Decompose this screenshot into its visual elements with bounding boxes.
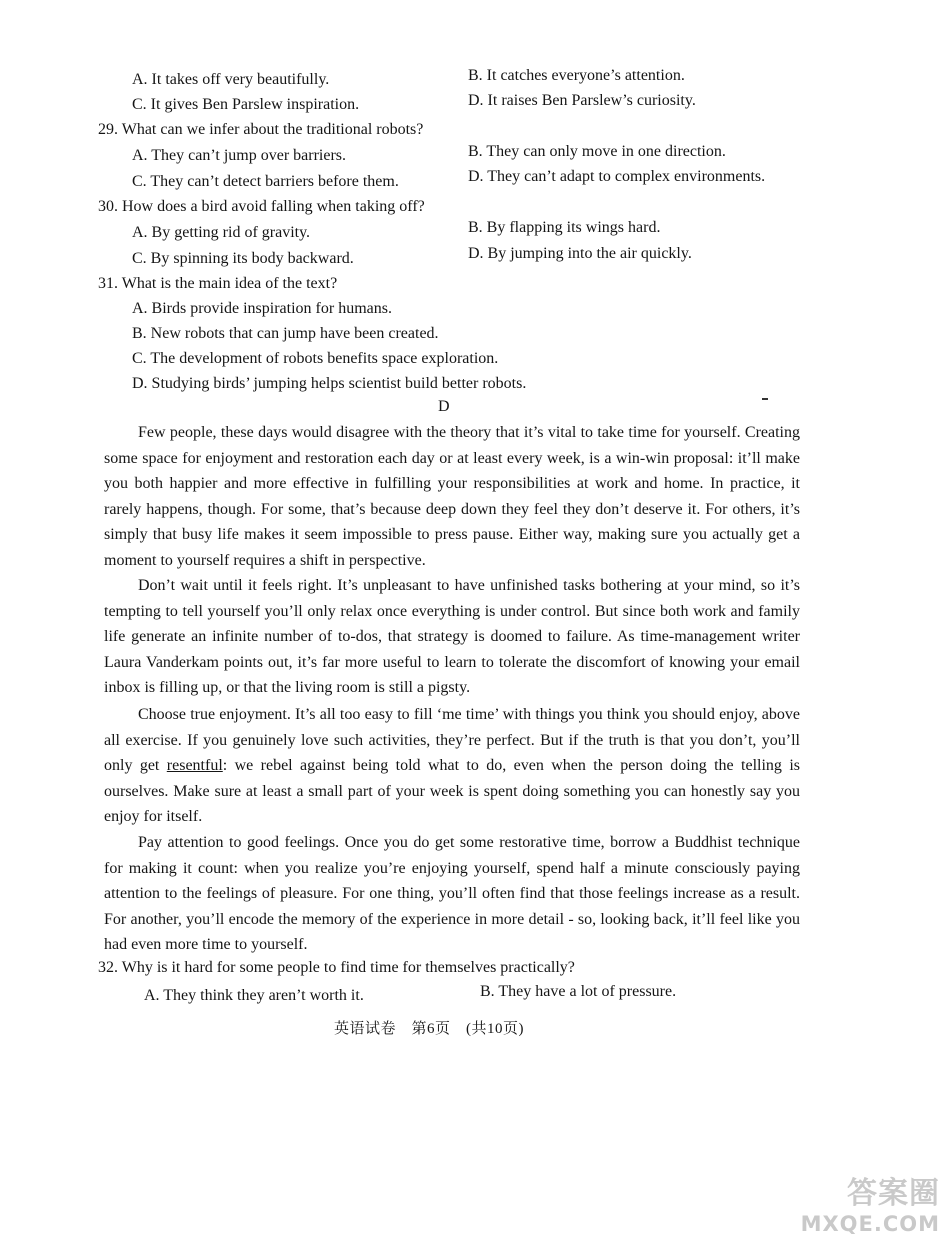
watermark-mark: 答案圈 [847,1176,940,1211]
q29-option-a: A. They can’t jump over barriers. [132,147,347,164]
watermark-site: MXQE.COM [800,1212,940,1236]
passage-paragraph-2: Don’t wait until it feels right. It’s unpleasant to have unfinished tasks bothering at your mind, so it’s tempting to tell yourself you’ll only relax once everything is under control. But since both work and family life generate an infinite number of to-dos, that strategy is doomed to failure. As time-management writer Laura Vanderkam points out, it’s far more useful to learn to tolerate the discomfort of knowing your email inbox is filling up, or that the living room is still a pigsty. [104,577,800,696]
q32-option-a: A. They think they aren’t worth it. [144,987,364,1004]
q30-option-a: A. By getting rid of gravity. [132,224,311,241]
q28-option-d: D. It raises Ben Parslew’s curiosity. [468,92,696,109]
passage-paragraph-4: Pay attention to good feelings. Once you do get some restorative time, borrow a Buddhist technique for making it count: when you realize you’re enjoying yourself, spend half a minute consciously paying attention to the feelings of pleasure. For one thing, you’ll often find that those feelings increase as a result. For another, you’ll encode the memory of the experience in more detail - so, looking back, it’ll feel like you had even more time to yourself. [104,834,800,953]
q30-stem: 30. How does a bird avoid falling when taking off? [98,198,425,215]
q31-option-d: D. Studying birds’ jumping helps scientist build better robots. [132,375,527,392]
section-letter: D [438,398,450,415]
q32-stem: 32. Why is it hard for some people to find time for themselves practically? [98,959,575,976]
page-footer: 英语试卷 第6页 (共10页) [334,1021,524,1037]
q30-option-c: C. By spinning its body backward. [132,250,354,267]
q31-option-b: B. New robots that can jump have been created. [132,325,439,342]
scan-speck [762,398,768,400]
q30-option-b: B. By flapping its wings hard. [468,219,661,236]
passage-paragraph-1: Few people, these days would disagree with the theory that it’s vital to take time for yourself. Creating some space for enjoyment and restoration each day or at least every week, is a win-win proposal: it’ll make you both happier and more effective in fulfilling your responsibilities at work and home. In practice, it rarely happens, though. For some, that’s because deep down they feel they don’t deserve it. For others, it’s simply that busy life makes it seem impossible to press pause. Either way, making sure you actually get a moment to yourself requires a shift in perspective. [104,424,800,569]
q31-option-a: A. Birds provide inspiration for humans. [132,300,392,317]
q28-option-b: B. It catches everyone’s attention. [468,67,685,84]
q29-option-d: D. They can’t adapt to complex environments. [468,168,766,185]
q31-option-c: C. The development of robots benefits space exploration. [132,350,499,367]
paragraph-3-text-end: : we rebel against being told what to do, even when the person doing the telling is ourselves. Make sure at least a small part of your week is spent doing something you can honestly say you enjoy for itself. [104,757,800,825]
paragraph-3-text-start: Choose true enjoyment. It’s all too easy to fill ‘me time’ with things you think you should enjoy, above all exercise. If you genuinely love such activities, they’re perfect. But if the truth is that you don’t, you’ll only get [104,706,800,774]
watermark [801,1168,940,1236]
underlined-word-resentful: resentful [166,757,223,774]
passage-paragraph-3 [104,702,800,830]
q28-option-c: C. It gives Ben Parslew inspiration. [132,96,360,113]
q32-option-b: B. They have a lot of pressure. [480,983,677,1000]
q29-stem: 29. What can we infer about the traditional robots? [98,121,424,138]
q28-option-a: A. It takes off very beautifully. [132,71,330,88]
q29-option-b: B. They can only move in one direction. [468,143,726,160]
q30-option-d: D. By jumping into the air quickly. [468,245,692,262]
q29-option-c: C. They can’t detect barriers before them. [132,173,399,190]
q31-stem: 31. What is the main idea of the text? [98,275,338,292]
